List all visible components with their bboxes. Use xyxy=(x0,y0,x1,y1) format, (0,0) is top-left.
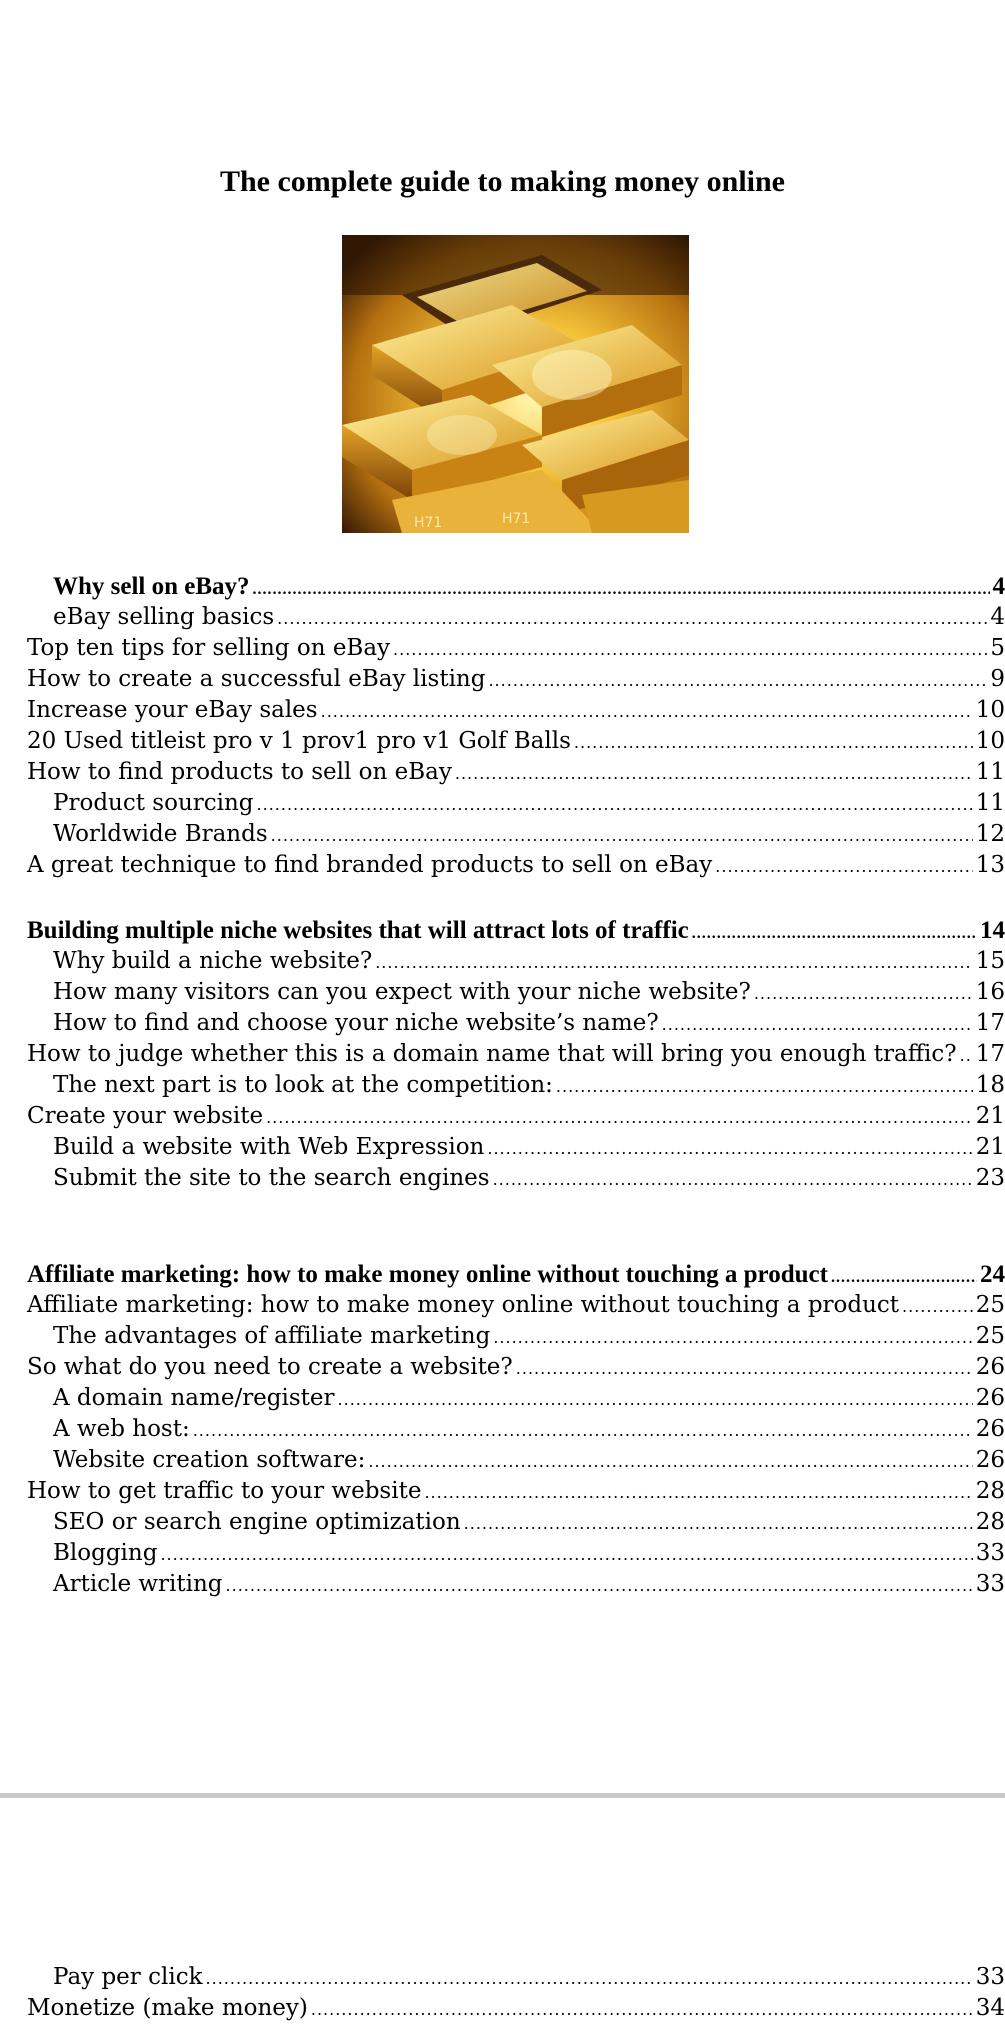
toc-entry-label: How many visitors can you expect with your niche website? xyxy=(53,977,751,1008)
toc-dot-leader xyxy=(902,1291,973,1322)
toc-entry-label: How to get traffic to your website xyxy=(27,1476,421,1507)
toc-dot-leader xyxy=(464,1508,973,1539)
toc-entry[interactable] xyxy=(27,1993,1005,2024)
svg-text:H71: H71 xyxy=(502,511,530,527)
toc-dot-leader xyxy=(368,1446,972,1477)
toc-section-ebay xyxy=(27,571,1005,881)
toc-entry-page-number: 11 xyxy=(976,788,1005,819)
toc-entry-label: Create your website xyxy=(27,1101,263,1132)
toc-dot-leader xyxy=(662,1009,973,1040)
toc-entry-page-number: 4 xyxy=(990,602,1005,633)
toc-entry-page-number: 11 xyxy=(976,757,1005,788)
toc-entry[interactable] xyxy=(27,602,1005,633)
toc-entry-page-number: 25 xyxy=(976,1290,1005,1321)
toc-entry-label: Product sourcing xyxy=(53,788,254,819)
toc-dot-leader xyxy=(277,603,987,634)
toc-section-niche-websites xyxy=(27,915,1005,1194)
toc-dot-leader xyxy=(960,1040,973,1071)
toc-entry-page-number: 28 xyxy=(976,1507,1005,1538)
toc-entry-page-number: 26 xyxy=(976,1383,1005,1414)
toc-entry-page-number: 25 xyxy=(976,1321,1005,1352)
toc-entry-label: A web host: xyxy=(53,1414,190,1445)
toc-dot-leader xyxy=(488,665,987,696)
toc-entry[interactable] xyxy=(27,1476,1005,1507)
toc-dot-leader xyxy=(754,978,973,1009)
toc-dot-leader xyxy=(493,1322,972,1353)
toc-entry-label: A great technique to find branded products to sell on eBay xyxy=(27,850,712,881)
toc-entry-label: Why build a niche website? xyxy=(53,946,372,977)
toc-entry-label: Pay per click xyxy=(53,1962,203,1993)
toc-entry-label: The next part is to look at the competition: xyxy=(53,1070,553,1101)
document-title: The complete guide to making money online xyxy=(0,162,1005,202)
toc-entry[interactable] xyxy=(27,664,1005,695)
toc-entry[interactable] xyxy=(27,1290,1005,1321)
toc-entry-page-number: 10 xyxy=(976,695,1005,726)
toc-entry-label: eBay selling basics xyxy=(53,602,274,633)
toc-entry[interactable] xyxy=(27,1070,1005,1101)
toc-dot-leader xyxy=(193,1415,973,1446)
toc-dot-leader xyxy=(556,1071,973,1102)
toc-dot-leader xyxy=(692,918,977,949)
toc-entry-page-number: 10 xyxy=(976,726,1005,757)
toc-entry[interactable] xyxy=(27,726,1005,757)
toc-entry[interactable] xyxy=(27,1163,1005,1194)
toc-entry[interactable] xyxy=(27,1101,1005,1132)
toc-entry[interactable] xyxy=(27,1321,1005,1352)
toc-entry-page-number: 28 xyxy=(976,1476,1005,1507)
toc-entry-label: How to create a successful eBay listing xyxy=(27,664,485,695)
toc-entry-page-number: 17 xyxy=(976,1039,1005,1070)
svg-text:H71: H71 xyxy=(414,515,442,531)
toc-dot-leader xyxy=(257,789,973,820)
toc-dot-leader xyxy=(493,1164,973,1195)
toc-dot-leader xyxy=(375,947,973,978)
toc-entry-label: Building multiple niche websites that will attract lots of traffic xyxy=(27,915,689,946)
toc-entry-label: Article writing xyxy=(53,1569,223,1600)
toc-entry[interactable] xyxy=(27,1008,1005,1039)
toc-entry-page-number: 26 xyxy=(976,1414,1005,1445)
toc-entry-page-number: 33 xyxy=(976,1538,1005,1569)
toc-entry-label: Top ten tips for selling on eBay xyxy=(27,633,390,664)
toc-entry-label: How to judge whether this is a domain name that will bring you enough traffic? xyxy=(27,1039,957,1070)
toc-entry-label: How to find and choose your niche website’s name? xyxy=(53,1008,659,1039)
toc-dot-leader xyxy=(253,574,990,605)
toc-entry-label: Website creation software: xyxy=(53,1445,365,1476)
toc-entry-label: Affiliate marketing: how to make money online without touching a product xyxy=(27,1259,828,1290)
toc-dot-leader xyxy=(831,1262,977,1293)
toc-entry-page-number: 21 xyxy=(976,1132,1005,1163)
toc-entry[interactable] xyxy=(27,1962,1005,1993)
gold-bars-image xyxy=(342,235,689,533)
toc-entry-page-number: 9 xyxy=(990,664,1005,695)
toc-entry-label: Worldwide Brands xyxy=(53,819,268,850)
toc-entry[interactable] xyxy=(27,915,1005,946)
toc-dot-leader xyxy=(321,696,973,727)
toc-entry-label: Affiliate marketing: how to make money online without touching a product xyxy=(27,1290,899,1321)
toc-entry[interactable] xyxy=(27,757,1005,788)
toc-entry-page-number: 16 xyxy=(976,977,1005,1008)
toc-entry-page-number: 26 xyxy=(976,1445,1005,1476)
toc-entry[interactable] xyxy=(27,1538,1005,1569)
toc-entry[interactable] xyxy=(27,1569,1005,1600)
toc-entry-label: So what do you need to create a website? xyxy=(27,1352,513,1383)
toc-entry[interactable] xyxy=(27,788,1005,819)
toc-entry[interactable] xyxy=(27,1414,1005,1445)
toc-entry[interactable] xyxy=(27,850,1005,881)
toc-entry[interactable] xyxy=(27,1445,1005,1476)
toc-dot-leader xyxy=(574,727,973,758)
toc-entry[interactable] xyxy=(27,571,1005,602)
toc-entry-page-number: 23 xyxy=(976,1163,1005,1194)
toc-dot-leader xyxy=(715,851,972,882)
toc-entry-label: Submit the site to the search engines xyxy=(53,1163,490,1194)
toc-entry[interactable] xyxy=(27,633,1005,664)
toc-entry[interactable] xyxy=(27,946,1005,977)
page-break-divider xyxy=(0,1793,1005,1798)
toc-entry-page-number: 24 xyxy=(980,1259,1005,1290)
toc-section-continued xyxy=(27,1962,1005,2024)
toc-entry[interactable] xyxy=(27,1383,1005,1414)
toc-entry-page-number: 5 xyxy=(990,633,1005,664)
toc-entry-label: Monetize (make money) xyxy=(27,1993,308,2024)
toc-entry-label: Build a website with Web Expression xyxy=(53,1132,484,1163)
toc-dot-leader xyxy=(266,1102,973,1133)
toc-entry-page-number: 21 xyxy=(976,1101,1005,1132)
toc-entry-page-number: 13 xyxy=(976,850,1005,881)
toc-entry-page-number: 17 xyxy=(976,1008,1005,1039)
toc-dot-leader xyxy=(271,820,973,851)
toc-dot-leader xyxy=(393,634,987,665)
toc-entry-label: SEO or search engine optimization xyxy=(53,1507,461,1538)
toc-entry-page-number: 33 xyxy=(976,1569,1005,1600)
toc-entry[interactable] xyxy=(27,977,1005,1008)
toc-entry[interactable] xyxy=(27,1132,1005,1163)
toc-entry-page-number: 26 xyxy=(976,1352,1005,1383)
toc-entry[interactable] xyxy=(27,1507,1005,1538)
toc-entry-page-number: 12 xyxy=(976,819,1005,850)
toc-entry[interactable] xyxy=(27,819,1005,850)
toc-entry-page-number: 18 xyxy=(976,1070,1005,1101)
toc-entry-label: How to find products to sell on eBay xyxy=(27,757,452,788)
toc-entry-label: Blogging xyxy=(53,1538,157,1569)
toc-dot-leader xyxy=(160,1539,972,1570)
toc-entry-label: A domain name/register xyxy=(53,1383,335,1414)
toc-entry[interactable] xyxy=(27,1352,1005,1383)
toc-entry-page-number: 4 xyxy=(993,571,1005,602)
toc-dot-leader xyxy=(206,1963,973,1994)
toc-dot-leader xyxy=(487,1133,972,1164)
toc-dot-leader xyxy=(226,1570,973,1601)
toc-entry[interactable] xyxy=(27,1259,1005,1290)
toc-dot-leader xyxy=(516,1353,973,1384)
toc-entry-label: The advantages of affiliate marketing xyxy=(53,1321,490,1352)
toc-entry-label: 20 Used titleist pro v 1 prov1 pro v1 Golf Balls xyxy=(27,726,571,757)
toc-dot-leader xyxy=(424,1477,972,1508)
toc-dot-leader xyxy=(455,758,973,789)
toc-entry-page-number: 14 xyxy=(980,915,1005,946)
toc-entry[interactable] xyxy=(27,695,1005,726)
toc-dot-leader xyxy=(338,1384,973,1415)
toc-entry-page-number: 33 xyxy=(976,1962,1005,1993)
toc-entry-label: Why sell on eBay? xyxy=(53,571,250,602)
toc-entry-label: Increase your eBay sales xyxy=(27,695,318,726)
toc-entry[interactable] xyxy=(27,1039,1005,1070)
toc-section-affiliate-marketing xyxy=(27,1259,1005,1600)
toc-entry-page-number: 15 xyxy=(976,946,1005,977)
toc-entry-page-number: 34 xyxy=(976,1993,1005,2024)
